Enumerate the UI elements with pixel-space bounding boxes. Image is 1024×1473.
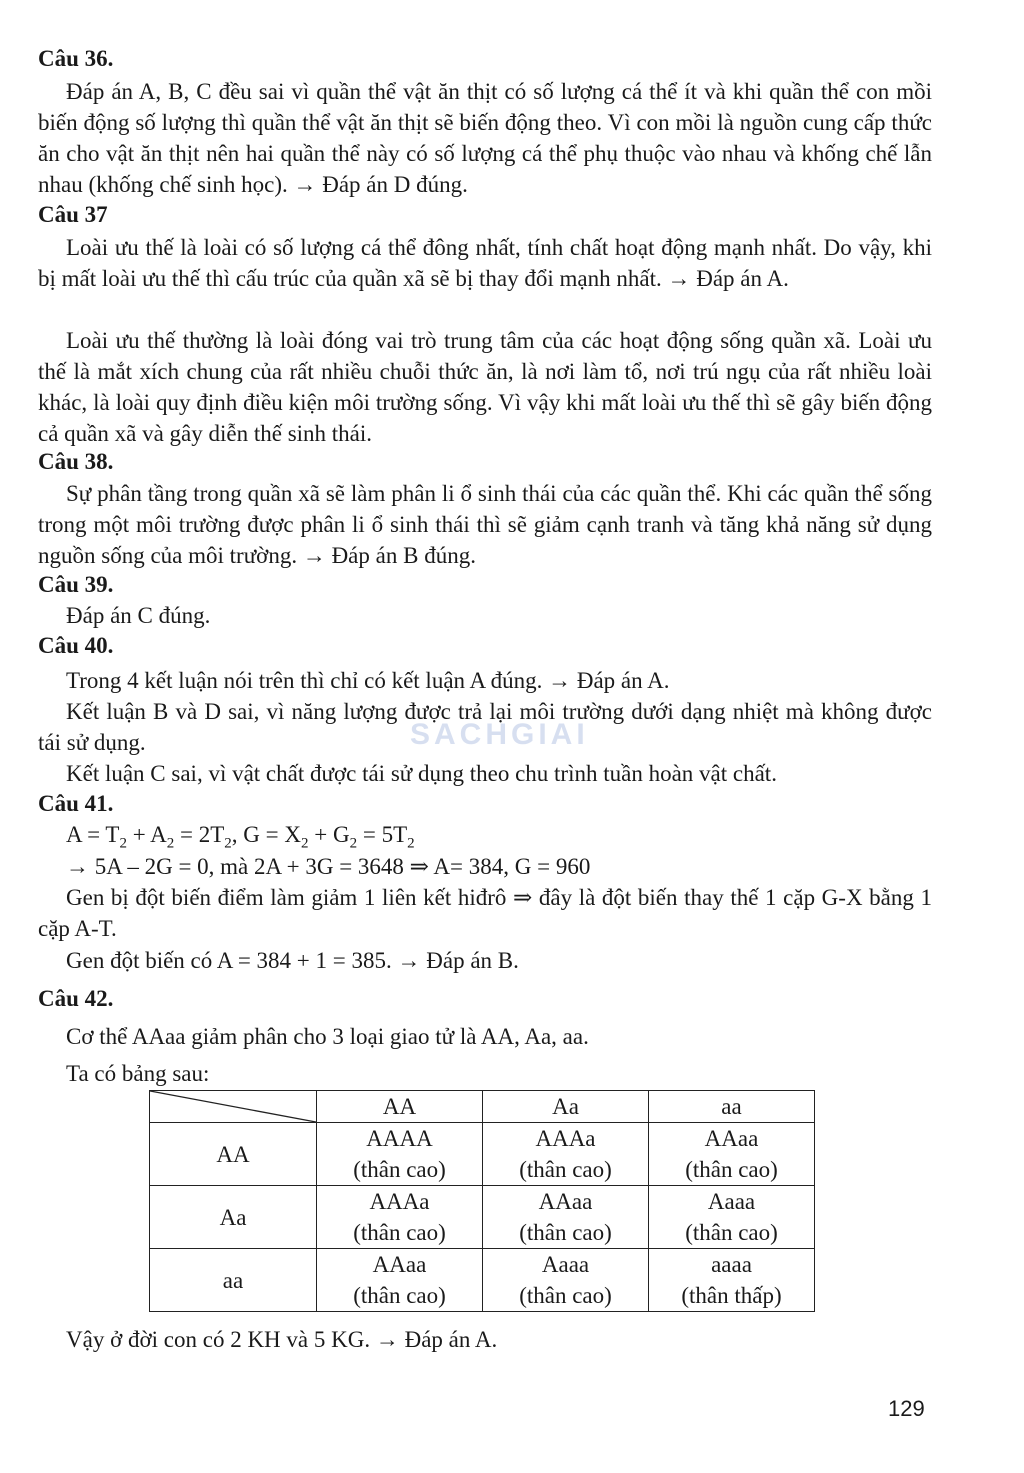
table-cell: AAaa (thân cao) <box>649 1123 815 1186</box>
watermark-logo: SACHGIAI <box>410 718 589 751</box>
table-cell: aaaa (thân thấp) <box>649 1249 815 1312</box>
question-39-heading: Câu 39. <box>38 572 114 597</box>
question-38-heading: Câu 38. <box>38 449 114 474</box>
row-header: Aa <box>150 1186 317 1249</box>
question-41-answer: Gen đột biến có A = 384 + 1 = 385. → Đáp án B. <box>66 948 519 973</box>
question-42-gametes: Cơ thể AAaa giảm phân cho 3 loại giao tử là AA, Aa, aa. <box>66 1024 589 1049</box>
table-corner-cell <box>150 1091 317 1123</box>
question-37-explanation: Loài ưu thế thường là loài đóng vai trò trung tâm của các hoạt động sống quần xã. Loài ưu thế là mắt xích chung của rất nhiều chuỗi thức ăn, là nơi làm tổ, nơi trú ngụ của rất nhiều loài khác, là loài quy định điều kiện môi trường sống. Vì vậy khi mất loài ưu thế thì sẽ gây biến động cả quần xã và gây diễn thế sinh thái. <box>38 328 932 446</box>
table-cell: AAaa (thân cao) <box>483 1186 649 1249</box>
table-cell: Aaaa (thân cao) <box>649 1186 815 1249</box>
table-cell: Aaaa (thân cao) <box>483 1249 649 1312</box>
column-header: AA <box>317 1091 483 1123</box>
diagonal-line <box>150 1091 316 1122</box>
question-41-equation-2: → 5A – 2G = 0, mà 2A + 3G = 3648 ⇒ A= 384, G = 960 <box>66 854 591 879</box>
question-36-heading: Câu 36. <box>38 46 114 71</box>
question-40-explanation-c: Kết luận C sai, vì vật chất được tái sử dụng theo chu trình tuần hoàn vật chất. <box>66 761 777 786</box>
question-41-mutation: Gen bị đột biến điểm làm giảm 1 liên kết hiđrô ⇒ đây là đột biến thay thế 1 cặp G-X bằng 1 cặp A-T. <box>38 885 932 941</box>
question-41-equation-1: $A = T_2 + A_2 = 2T_2$, $G = X_2 + G_2 = 5T_2$ <box>66 822 415 852</box>
question-40-answer: Trong 4 kết luận nói trên thì chỉ có kết luận A đúng. → Đáp án A. <box>66 668 670 693</box>
row-header: aa <box>150 1249 317 1312</box>
table-cell: AAAa (thân cao) <box>483 1123 649 1186</box>
question-42-heading: Câu 42. <box>38 986 114 1011</box>
question-41-heading: Câu 41. <box>38 791 114 816</box>
question-38-answer: Sự phân tầng trong quần xã sẽ làm phân li ổ sinh thái của các quần thể. Khi các quần thể sống trong một môi trường được phân li ổ sinh thái thì sẽ giảm cạnh tranh và tăng khả năng sử dụng nguồn sống của môi trường. → Đáp án B đúng. <box>38 481 932 568</box>
table-cell: AAaa (thân cao) <box>317 1249 483 1312</box>
question-36-answer: Đáp án A, B, C đều sai vì quần thể vật ăn thịt có số lượng cá thể ít và khi quần thể con mồi biến động số lượng thì quần thể vật ăn thịt sẽ biến động theo. Vì con mồi là nguồn cung cấp thức ăn cho vật ăn thịt nên hai quần thể này có số lượng cá thể phụ thuộc vào nhau và khống chế lẫn nhau (khống chế sinh học). → Đáp án D đúng. <box>38 79 932 197</box>
page-number: 129 <box>888 1396 925 1421</box>
column-header: Aa <box>483 1091 649 1123</box>
column-header: aa <box>649 1091 815 1123</box>
row-header: AA <box>150 1123 317 1186</box>
question-40-explanation-bd: Kết luận B và D sai, vì năng lượng được trả lại môi trường dưới dạng nhiệt mà không được tái sử dụng. <box>38 699 932 755</box>
question-42-table-intro: Ta có bảng sau: <box>66 1061 210 1086</box>
question-37-heading: Câu 37 <box>38 202 108 227</box>
question-37-answer: Loài ưu thế là loài có số lượng cá thể đông nhất, tính chất hoạt động mạnh nhất. Do vậy, khi bị mất loài ưu thế thì cấu trúc của quần xã sẽ bị thay đổi mạnh nhất. → Đáp án A. <box>38 235 932 291</box>
question-39-answer: Đáp án C đúng. <box>66 603 211 628</box>
table-cell: AAAa (thân cao) <box>317 1186 483 1249</box>
question-42-conclusion: Vậy ở đời con có 2 KH và 5 KG. → Đáp án A. <box>66 1327 498 1352</box>
question-40-heading: Câu 40. <box>38 633 114 658</box>
table-cell: AAAA (thân cao) <box>317 1123 483 1186</box>
punnett-table <box>149 1090 815 1312</box>
